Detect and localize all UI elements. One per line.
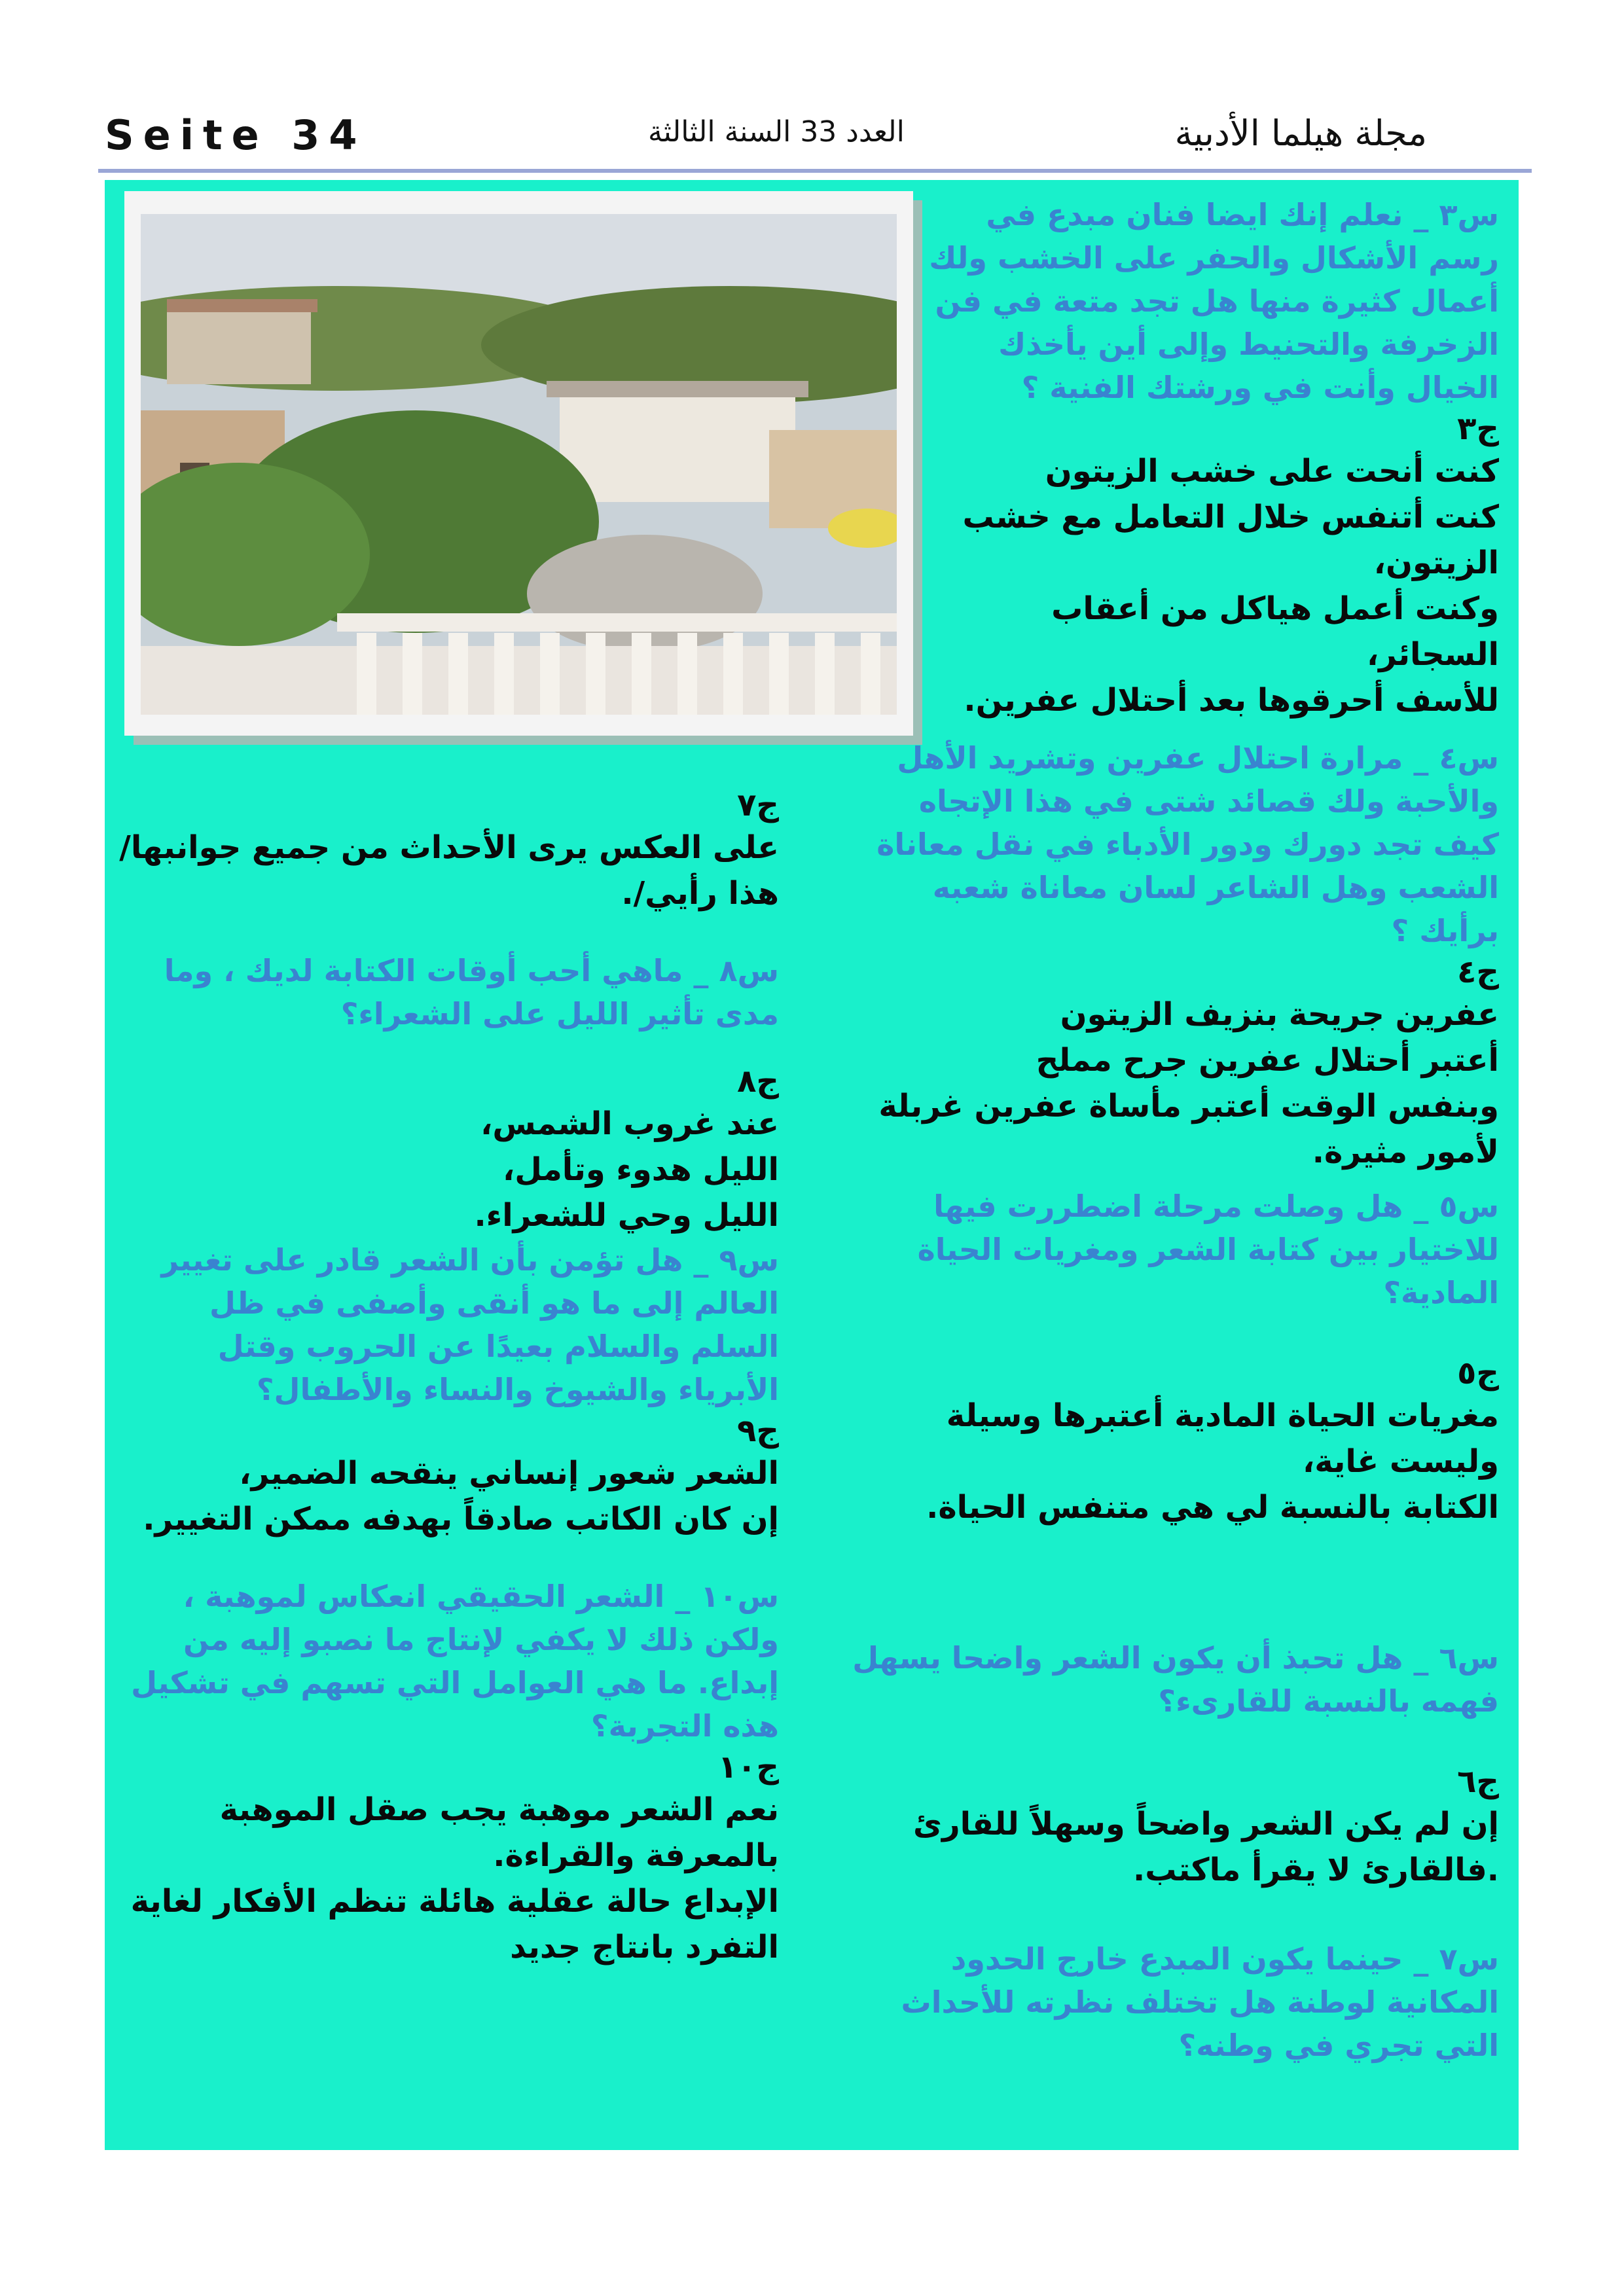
answer-8-line: الليل وحي للشعراء. [474,1197,779,1234]
question-7: س٧ _ حينما يكون المبدع خارج الحدود المكانية لوطنة هل تختلف نظرته للأحداث التي تجري في وطنه؟ [901,1941,1499,2063]
answer-7-label: ج٧ [737,787,779,823]
page-number: Seite 34 [105,111,367,159]
question-10: س١٠ _ الشعر الحقيقي انعكاس لموهبة ، ولكن ذلك لا يكفي لإنتاج ما نصبو إليه من إبداع. ما هي العوامل التي تسهم في تشكيل هذه التجربة؟ [131,1579,779,1744]
question-5: س٥ _ هل وصلت مرحلة اضطررت فيها للاختيار بين كتابة الشعر ومغريات الحياة المادية؟ [917,1189,1499,1310]
answer-3-line: كنت أنحت على خشب الزيتون [1045,453,1499,490]
photo-frame [124,191,913,736]
answer-4-line: وبنفس الوقت أعتبر مأساة عفرين غربلة لأمور مثيرة. [878,1088,1499,1170]
question-6: س٦ _ هل تحبذ أن يكون الشعر واضحا يسهل فهمه بالنسبة للقارىء؟ [852,1640,1499,1719]
answer-4-line: عفرين جريحة بنزيف الزيتون [1060,996,1499,1033]
answer-8-line: الليل هدوء وتأمل، [503,1151,779,1188]
answer-5-line: مغريات الحياة المادية أعتبرها وسيلة وليست غاية، [946,1397,1499,1480]
right-column-q4 [851,736,1499,1175]
answer-3-line: وكنت أعمل هياكل من أعقاب السجائر، [1051,590,1499,673]
header-divider [98,169,1532,173]
town-photo [141,214,897,715]
question-4: س٤ _ مرارة احتلال عفرين وتشريد الأهل والأحبة ولك قصائد شتى في هذا الإتجاه كيف تجد دورك ودور الأدباء في نقل معاناة الشعب وهل الشاعر لسان معاناة شعبه برأيك ؟ [876,740,1499,948]
answer-3-label: ج٣ [1457,410,1499,447]
answer-6-line: إن لم يكن الشعر واضحاً وسهلاً للقارئ .فالقارئ لا يقرأ ماكتب. [912,1806,1499,1888]
page-header [98,98,1532,170]
answer-9-line: الشعر شعور إنساني ينقحه الضمير، [239,1455,779,1492]
answer-10-line: نعم الشعر موهبة يجب صقل الموهبة بالمعرفة والقراءة. [219,1791,779,1874]
issue-info: العدد 33 السنة الثالثة [648,115,905,149]
question-3: س٣ _ نعلم إنك ايضا فنان مبدع في رسم الأشكال والحفر على الخشب ولك أعمال كثيرة منها هل تجد متعة في فن الزخرفة والتحنيط وإلى أين يأخذك الخيال وأنت في ورشتك الفنية ؟ [929,197,1499,405]
right-column [923,193,1499,723]
left-column [118,785,779,1970]
answer-3-line: كنت أتنفس خلال التعامل مع خشب الزيتون، [962,499,1499,581]
answer-10-label: ج١٠ [717,1749,779,1785]
question-9: س٩ _ هل تؤمن بأن الشعر قادر على تغيير العالم إلى ما هو أنقى وأصفى في ظل السلم والسلام بعيدًا عن الحروب وقتل الأبرياء والشيوخ والنساء والأطفال؟ [161,1242,779,1407]
answer-9-label: ج٩ [737,1412,779,1449]
right-column-q5 [851,1185,1499,1530]
answer-8-label: ج٨ [737,1063,779,1100]
answer-8-line: عند غروب الشمس، [480,1105,779,1142]
answer-5-line: الكتابة بالنسبة لي هي متنفس الحياة. [926,1489,1499,1526]
magazine-title: مجلة هيلما الأدبية [1174,113,1427,154]
answer-6-label: ج٦ [1457,1763,1499,1800]
answer-4-line: أعتبر أحتلال عفرين جرح مملح [1036,1042,1499,1079]
answer-5-label: ج٥ [1457,1355,1499,1391]
right-column-q6 [851,1636,1499,1893]
right-column-q7 [851,1937,1499,2067]
answer-7-line: على العكس يرى الأحداث من جميع جوانبها/ هذا رأيي/. [119,829,779,912]
answer-9-line: إن كان الكاتب صادقاً بهدفه ممكن التغيير. [143,1501,779,1537]
answer-10-line: الإبداع حالة عقلية هائلة تنظم الأفكار لغاية التفرد بانتاج جديد [130,1883,779,1965]
answer-3-line: للأسف أحرقوها بعد أحتلال عفرين. [964,682,1499,719]
question-8: س٨ _ ماهي أحب أوقات الكتابة لديك ، وما مدى تأثير الليل على الشعراء؟ [164,953,779,1031]
town-photo-illustration [141,214,897,715]
answer-4-label: ج٤ [1457,954,1499,990]
